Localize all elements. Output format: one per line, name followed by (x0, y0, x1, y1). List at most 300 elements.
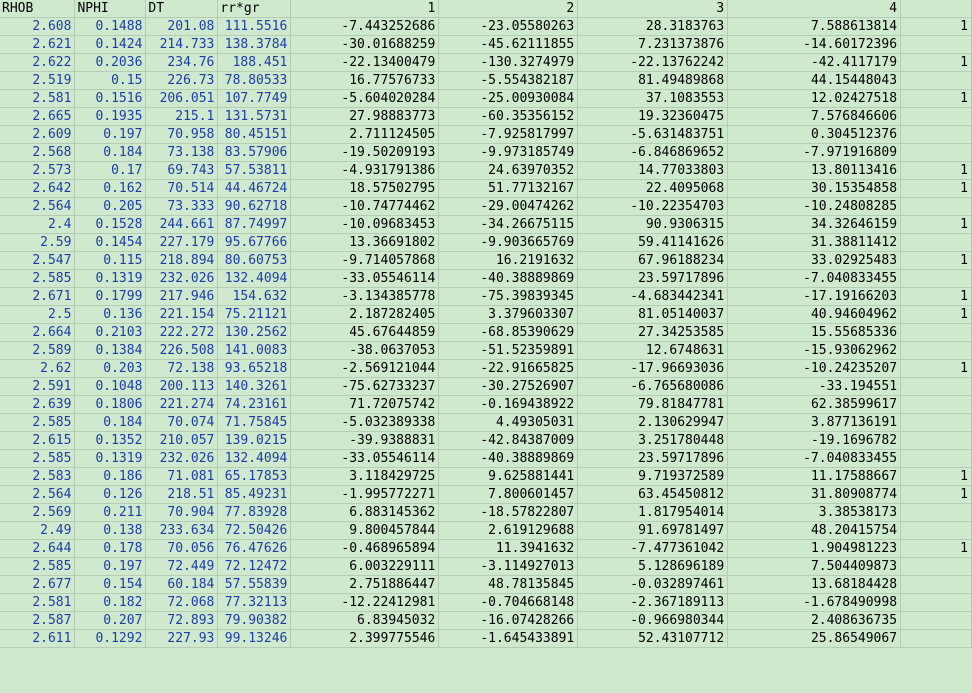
cell-col-1[interactable]: -75.62733237 (291, 378, 439, 396)
cell-col-4[interactable]: 7.588613814 (728, 18, 901, 36)
cell-rhob[interactable]: 2.622 (0, 54, 75, 72)
cell-col-4[interactable]: 12.02427518 (728, 90, 901, 108)
cell-col-3[interactable]: -17.96693036 (578, 360, 728, 378)
cell-rhob[interactable]: 2.62 (0, 360, 75, 378)
cell-dt[interactable]: 201.08 (146, 18, 218, 36)
cell-col-4[interactable]: -17.19166203 (728, 288, 901, 306)
cell-col-1[interactable]: 9.800457844 (291, 522, 439, 540)
cell-rr-gr[interactable]: 78.80533 (218, 72, 291, 90)
cell-dt[interactable]: 70.056 (146, 540, 218, 558)
cell-rhob[interactable]: 2.589 (0, 342, 75, 360)
cell-dt[interactable]: 206.051 (146, 90, 218, 108)
cell-col-4[interactable]: -10.24808285 (728, 198, 901, 216)
cell-flag[interactable] (901, 72, 972, 90)
cell-flag[interactable] (901, 342, 972, 360)
cell-col-2[interactable]: 9.625881441 (439, 468, 578, 486)
cell-rhob[interactable]: 2.609 (0, 126, 75, 144)
cell-col-2[interactable]: -3.114927013 (439, 558, 578, 576)
cell-nphi[interactable]: 0.1384 (75, 342, 146, 360)
cell-col-1[interactable]: 3.118429725 (291, 468, 439, 486)
cell-col-4[interactable]: 34.32646159 (728, 216, 901, 234)
cell-col-3[interactable]: 2.130629947 (578, 414, 728, 432)
cell-col-3[interactable]: 23.59717896 (578, 270, 728, 288)
cell-nphi[interactable]: 0.17 (75, 162, 146, 180)
cell-nphi[interactable]: 0.136 (75, 306, 146, 324)
cell-col-2[interactable]: -51.52359891 (439, 342, 578, 360)
cell-col-1[interactable]: 27.98883773 (291, 108, 439, 126)
cell-col-1[interactable]: 13.36691802 (291, 234, 439, 252)
cell-col-4[interactable]: 44.15448043 (728, 72, 901, 90)
cell-rr-gr[interactable]: 44.46724 (218, 180, 291, 198)
cell-nphi[interactable]: 0.1352 (75, 432, 146, 450)
cell-rr-gr[interactable]: 138.3784 (218, 36, 291, 54)
cell-flag[interactable] (901, 594, 972, 612)
cell-dt[interactable]: 226.73 (146, 72, 218, 90)
cell-col-1[interactable]: -1.995772271 (291, 486, 439, 504)
cell-rr-gr[interactable]: 75.21121 (218, 306, 291, 324)
cell-col-1[interactable]: -5.604020284 (291, 90, 439, 108)
cell-nphi[interactable]: 0.115 (75, 252, 146, 270)
cell-col-2[interactable]: -130.3274979 (439, 54, 578, 72)
cell-rhob[interactable]: 2.564 (0, 198, 75, 216)
cell-rr-gr[interactable]: 79.90382 (218, 612, 291, 630)
cell-col-3[interactable]: 14.77033803 (578, 162, 728, 180)
cell-flag[interactable]: 1 (901, 162, 972, 180)
cell-col-2[interactable]: -29.00474262 (439, 198, 578, 216)
cell-flag[interactable]: 1 (901, 486, 972, 504)
cell-col-1[interactable]: 45.67644859 (291, 324, 439, 342)
cell-dt[interactable]: 70.904 (146, 504, 218, 522)
cell-flag[interactable] (901, 450, 972, 468)
cell-rr-gr[interactable]: 57.55839 (218, 576, 291, 594)
cell-col-2[interactable]: 24.63970352 (439, 162, 578, 180)
cell-col-3[interactable]: 81.49489868 (578, 72, 728, 90)
cell-col-1[interactable]: 2.751886447 (291, 576, 439, 594)
cell-col-2[interactable]: -16.07428266 (439, 612, 578, 630)
cell-rr-gr[interactable]: 72.12472 (218, 558, 291, 576)
cell-col-3[interactable]: 5.128696189 (578, 558, 728, 576)
cell-col-4[interactable]: 25.86549067 (728, 630, 901, 648)
cell-col-3[interactable]: 91.69781497 (578, 522, 728, 540)
cell-flag[interactable]: 1 (901, 360, 972, 378)
cell-col-3[interactable]: 9.719372589 (578, 468, 728, 486)
cell-col-2[interactable]: -5.554382187 (439, 72, 578, 90)
cell-rhob[interactable]: 2.519 (0, 72, 75, 90)
cell-rhob[interactable]: 2.547 (0, 252, 75, 270)
cell-rhob[interactable]: 2.621 (0, 36, 75, 54)
cell-rr-gr[interactable]: 139.0215 (218, 432, 291, 450)
cell-col-3[interactable]: 3.251780448 (578, 432, 728, 450)
cell-dt[interactable]: 71.081 (146, 468, 218, 486)
cell-flag[interactable] (901, 522, 972, 540)
cell-col-4[interactable]: 40.94604962 (728, 306, 901, 324)
cell-col-4[interactable]: 31.80908774 (728, 486, 901, 504)
cell-nphi[interactable]: 0.1292 (75, 630, 146, 648)
cell-rhob[interactable]: 2.677 (0, 576, 75, 594)
cell-col-1[interactable]: -10.74774462 (291, 198, 439, 216)
cell-col-1[interactable]: 6.003229111 (291, 558, 439, 576)
cell-rhob[interactable]: 2.587 (0, 612, 75, 630)
cell-col-2[interactable]: -9.973185749 (439, 144, 578, 162)
cell-dt[interactable]: 244.661 (146, 216, 218, 234)
cell-col-2[interactable]: 16.2191632 (439, 252, 578, 270)
cell-flag[interactable] (901, 324, 972, 342)
cell-col-2[interactable]: -23.05580263 (439, 18, 578, 36)
cell-col-1[interactable]: -12.22412981 (291, 594, 439, 612)
cell-rhob[interactable]: 2.564 (0, 486, 75, 504)
cell-flag[interactable] (901, 432, 972, 450)
cell-col-3[interactable]: 22.4095068 (578, 180, 728, 198)
cell-col-4[interactable]: 0.304512376 (728, 126, 901, 144)
cell-dt[interactable]: 72.449 (146, 558, 218, 576)
cell-nphi[interactable]: 0.1319 (75, 450, 146, 468)
cell-flag[interactable] (901, 270, 972, 288)
cell-col-4[interactable]: -33.194551 (728, 378, 901, 396)
cell-dt[interactable]: 60.184 (146, 576, 218, 594)
cell-col-1[interactable]: -10.09683453 (291, 216, 439, 234)
cell-rhob[interactable]: 2.49 (0, 522, 75, 540)
cell-col-4[interactable]: 31.38811412 (728, 234, 901, 252)
cell-dt[interactable]: 232.026 (146, 270, 218, 288)
cell-dt[interactable]: 73.138 (146, 144, 218, 162)
cell-nphi[interactable]: 0.1935 (75, 108, 146, 126)
header-cell-3[interactable]: 3 (578, 0, 728, 18)
cell-col-2[interactable]: -7.925817997 (439, 126, 578, 144)
cell-col-1[interactable]: 16.77576733 (291, 72, 439, 90)
cell-col-1[interactable]: -0.468965894 (291, 540, 439, 558)
cell-col-3[interactable]: -2.367189113 (578, 594, 728, 612)
cell-rhob[interactable]: 2.585 (0, 270, 75, 288)
cell-col-3[interactable]: 7.231373876 (578, 36, 728, 54)
cell-col-2[interactable]: -22.91665825 (439, 360, 578, 378)
cell-col-4[interactable]: 15.55685336 (728, 324, 901, 342)
cell-col-2[interactable]: -0.704668148 (439, 594, 578, 612)
cell-flag[interactable]: 1 (901, 18, 972, 36)
cell-col-2[interactable]: -25.00930084 (439, 90, 578, 108)
cell-flag[interactable] (901, 126, 972, 144)
cell-col-1[interactable]: -19.50209193 (291, 144, 439, 162)
cell-col-1[interactable]: 18.57502795 (291, 180, 439, 198)
cell-rhob[interactable]: 2.581 (0, 90, 75, 108)
cell-dt[interactable]: 70.074 (146, 414, 218, 432)
cell-rhob[interactable]: 2.664 (0, 324, 75, 342)
cell-dt[interactable]: 217.946 (146, 288, 218, 306)
cell-rr-gr[interactable]: 93.65218 (218, 360, 291, 378)
cell-rhob[interactable]: 2.611 (0, 630, 75, 648)
cell-flag[interactable] (901, 414, 972, 432)
header-cell-1[interactable]: 1 (291, 0, 439, 18)
cell-rhob[interactable]: 2.642 (0, 180, 75, 198)
cell-dt[interactable]: 214.733 (146, 36, 218, 54)
cell-dt[interactable]: 200.113 (146, 378, 218, 396)
cell-nphi[interactable]: 0.1319 (75, 270, 146, 288)
cell-nphi[interactable]: 0.154 (75, 576, 146, 594)
cell-col-3[interactable]: -7.477361042 (578, 540, 728, 558)
cell-flag[interactable] (901, 396, 972, 414)
cell-rr-gr[interactable]: 72.50426 (218, 522, 291, 540)
cell-rhob[interactable]: 2.585 (0, 414, 75, 432)
cell-rr-gr[interactable]: 80.45151 (218, 126, 291, 144)
cell-rr-gr[interactable]: 80.60753 (218, 252, 291, 270)
cell-rr-gr[interactable]: 87.74997 (218, 216, 291, 234)
cell-rr-gr[interactable]: 85.49231 (218, 486, 291, 504)
cell-col-1[interactable]: 2.187282405 (291, 306, 439, 324)
cell-dt[interactable]: 233.634 (146, 522, 218, 540)
cell-rr-gr[interactable]: 131.5731 (218, 108, 291, 126)
cell-col-4[interactable]: -15.93062962 (728, 342, 901, 360)
cell-dt[interactable]: 72.138 (146, 360, 218, 378)
cell-col-3[interactable]: -0.966980344 (578, 612, 728, 630)
cell-col-3[interactable]: 63.45450812 (578, 486, 728, 504)
cell-rhob[interactable]: 2.644 (0, 540, 75, 558)
cell-col-4[interactable]: -7.040833455 (728, 270, 901, 288)
cell-dt[interactable]: 232.026 (146, 450, 218, 468)
cell-rhob[interactable]: 2.665 (0, 108, 75, 126)
cell-col-2[interactable]: 3.379603307 (439, 306, 578, 324)
cell-dt[interactable]: 222.272 (146, 324, 218, 342)
cell-dt[interactable]: 69.743 (146, 162, 218, 180)
cell-dt[interactable]: 221.274 (146, 396, 218, 414)
cell-col-1[interactable]: -3.134385778 (291, 288, 439, 306)
cell-flag[interactable] (901, 378, 972, 396)
cell-col-1[interactable]: -33.05546114 (291, 270, 439, 288)
cell-rr-gr[interactable]: 99.13246 (218, 630, 291, 648)
cell-col-4[interactable]: 13.68184428 (728, 576, 901, 594)
cell-flag[interactable] (901, 630, 972, 648)
cell-col-3[interactable]: -6.765680086 (578, 378, 728, 396)
cell-col-1[interactable]: -5.032389338 (291, 414, 439, 432)
cell-flag[interactable] (901, 504, 972, 522)
cell-rr-gr[interactable]: 74.23161 (218, 396, 291, 414)
cell-rhob[interactable]: 2.569 (0, 504, 75, 522)
cell-col-3[interactable]: -0.032897461 (578, 576, 728, 594)
cell-col-3[interactable]: -22.13762242 (578, 54, 728, 72)
cell-col-4[interactable]: 62.38599617 (728, 396, 901, 414)
cell-col-3[interactable]: 37.1083553 (578, 90, 728, 108)
cell-dt[interactable]: 218.894 (146, 252, 218, 270)
cell-rhob[interactable]: 2.568 (0, 144, 75, 162)
cell-rhob[interactable]: 2.583 (0, 468, 75, 486)
cell-nphi[interactable]: 0.186 (75, 468, 146, 486)
cell-col-4[interactable]: 7.576846606 (728, 108, 901, 126)
cell-flag[interactable]: 1 (901, 90, 972, 108)
cell-rr-gr[interactable]: 188.451 (218, 54, 291, 72)
cell-col-3[interactable]: 28.3183763 (578, 18, 728, 36)
cell-dt[interactable]: 73.333 (146, 198, 218, 216)
cell-col-4[interactable]: -10.24235207 (728, 360, 901, 378)
cell-col-2[interactable]: 2.619129688 (439, 522, 578, 540)
cell-nphi[interactable]: 0.1528 (75, 216, 146, 234)
cell-nphi[interactable]: 0.1806 (75, 396, 146, 414)
cell-rhob[interactable]: 2.615 (0, 432, 75, 450)
cell-nphi[interactable]: 0.203 (75, 360, 146, 378)
cell-col-4[interactable]: 48.20415754 (728, 522, 901, 540)
cell-dt[interactable]: 218.51 (146, 486, 218, 504)
cell-dt[interactable]: 70.514 (146, 180, 218, 198)
cell-rhob[interactable]: 2.585 (0, 450, 75, 468)
cell-col-1[interactable]: -33.05546114 (291, 450, 439, 468)
cell-nphi[interactable]: 0.138 (75, 522, 146, 540)
cell-col-4[interactable]: 1.904981223 (728, 540, 901, 558)
cell-dt[interactable]: 234.76 (146, 54, 218, 72)
cell-nphi[interactable]: 0.1516 (75, 90, 146, 108)
cell-nphi[interactable]: 0.126 (75, 486, 146, 504)
cell-col-4[interactable]: -14.60172396 (728, 36, 901, 54)
cell-rhob[interactable]: 2.59 (0, 234, 75, 252)
cell-col-3[interactable]: 12.6748631 (578, 342, 728, 360)
cell-dt[interactable]: 215.1 (146, 108, 218, 126)
header-cell-flag[interactable] (901, 0, 972, 18)
cell-flag[interactable]: 1 (901, 54, 972, 72)
cell-col-2[interactable]: -30.27526907 (439, 378, 578, 396)
cell-col-4[interactable]: 3.38538173 (728, 504, 901, 522)
cell-dt[interactable]: 72.068 (146, 594, 218, 612)
cell-dt[interactable]: 226.508 (146, 342, 218, 360)
cell-nphi[interactable]: 0.2036 (75, 54, 146, 72)
cell-rhob[interactable]: 2.671 (0, 288, 75, 306)
cell-col-1[interactable]: 71.72075742 (291, 396, 439, 414)
cell-dt[interactable]: 227.93 (146, 630, 218, 648)
cell-col-1[interactable]: 6.883145362 (291, 504, 439, 522)
header-cell-2[interactable]: 2 (439, 0, 578, 18)
cell-flag[interactable] (901, 198, 972, 216)
cell-rr-gr[interactable]: 71.75845 (218, 414, 291, 432)
cell-col-4[interactable]: 7.504409873 (728, 558, 901, 576)
cell-flag[interactable]: 1 (901, 216, 972, 234)
cell-col-4[interactable]: 2.408636735 (728, 612, 901, 630)
cell-rr-gr[interactable]: 77.32113 (218, 594, 291, 612)
cell-col-2[interactable]: -68.85390629 (439, 324, 578, 342)
cell-col-4[interactable]: 3.877136191 (728, 414, 901, 432)
cell-nphi[interactable]: 0.178 (75, 540, 146, 558)
cell-nphi[interactable]: 0.1048 (75, 378, 146, 396)
cell-col-2[interactable]: -40.38889869 (439, 270, 578, 288)
cell-flag[interactable] (901, 36, 972, 54)
cell-col-4[interactable]: -7.040833455 (728, 450, 901, 468)
cell-rhob[interactable]: 2.581 (0, 594, 75, 612)
cell-col-1[interactable]: -38.0637053 (291, 342, 439, 360)
cell-flag[interactable]: 1 (901, 288, 972, 306)
cell-col-1[interactable]: 6.83945032 (291, 612, 439, 630)
cell-col-1[interactable]: -9.714057868 (291, 252, 439, 270)
cell-col-1[interactable]: 2.399775546 (291, 630, 439, 648)
cell-flag[interactable]: 1 (901, 252, 972, 270)
cell-col-4[interactable]: -19.1696782 (728, 432, 901, 450)
cell-col-2[interactable]: 48.78135845 (439, 576, 578, 594)
cell-rr-gr[interactable]: 107.7749 (218, 90, 291, 108)
cell-dt[interactable]: 210.057 (146, 432, 218, 450)
cell-flag[interactable] (901, 108, 972, 126)
header-cell-nphi[interactable]: NPHI (75, 0, 146, 18)
cell-rr-gr[interactable]: 141.0083 (218, 342, 291, 360)
cell-col-1[interactable]: -7.443252686 (291, 18, 439, 36)
cell-col-3[interactable]: -4.683442341 (578, 288, 728, 306)
cell-rr-gr[interactable]: 132.4094 (218, 270, 291, 288)
cell-col-2[interactable]: -34.26675115 (439, 216, 578, 234)
cell-rr-gr[interactable]: 154.632 (218, 288, 291, 306)
cell-col-2[interactable]: 11.3941632 (439, 540, 578, 558)
cell-col-2[interactable]: -60.35356152 (439, 108, 578, 126)
cell-flag[interactable]: 1 (901, 306, 972, 324)
cell-col-2[interactable]: 51.77132167 (439, 180, 578, 198)
cell-col-1[interactable]: -30.01688259 (291, 36, 439, 54)
cell-rhob[interactable]: 2.591 (0, 378, 75, 396)
cell-col-2[interactable]: -0.169438922 (439, 396, 578, 414)
cell-rr-gr[interactable]: 76.47626 (218, 540, 291, 558)
cell-col-2[interactable]: -45.62111855 (439, 36, 578, 54)
cell-rr-gr[interactable]: 130.2562 (218, 324, 291, 342)
cell-flag[interactable]: 1 (901, 468, 972, 486)
cell-col-2[interactable]: -75.39839345 (439, 288, 578, 306)
cell-col-4[interactable]: 30.15354858 (728, 180, 901, 198)
cell-col-3[interactable]: -10.22354703 (578, 198, 728, 216)
cell-nphi[interactable]: 0.1488 (75, 18, 146, 36)
cell-col-3[interactable]: 90.9306315 (578, 216, 728, 234)
cell-col-3[interactable]: 1.817954014 (578, 504, 728, 522)
cell-nphi[interactable]: 0.184 (75, 414, 146, 432)
cell-rhob[interactable]: 2.639 (0, 396, 75, 414)
cell-nphi[interactable]: 0.197 (75, 126, 146, 144)
cell-col-1[interactable]: -22.13400479 (291, 54, 439, 72)
cell-col-2[interactable]: -1.645433891 (439, 630, 578, 648)
cell-flag[interactable] (901, 144, 972, 162)
cell-col-4[interactable]: -42.4117179 (728, 54, 901, 72)
cell-col-3[interactable]: 79.81847781 (578, 396, 728, 414)
cell-rr-gr[interactable]: 132.4094 (218, 450, 291, 468)
header-cell-rhob[interactable]: RHOB (0, 0, 75, 18)
cell-rr-gr[interactable]: 77.83928 (218, 504, 291, 522)
cell-col-2[interactable]: -9.903665769 (439, 234, 578, 252)
cell-rr-gr[interactable]: 57.53811 (218, 162, 291, 180)
cell-dt[interactable]: 72.893 (146, 612, 218, 630)
cell-col-4[interactable]: 13.80113416 (728, 162, 901, 180)
cell-col-3[interactable]: 67.96188234 (578, 252, 728, 270)
cell-col-1[interactable]: -4.931791386 (291, 162, 439, 180)
cell-rr-gr[interactable]: 111.5516 (218, 18, 291, 36)
cell-col-3[interactable]: 52.43107712 (578, 630, 728, 648)
cell-rhob[interactable]: 2.608 (0, 18, 75, 36)
header-cell-4[interactable]: 4 (728, 0, 901, 18)
cell-nphi[interactable]: 0.1799 (75, 288, 146, 306)
cell-flag[interactable] (901, 558, 972, 576)
cell-nphi[interactable]: 0.205 (75, 198, 146, 216)
cell-col-4[interactable]: 33.02925483 (728, 252, 901, 270)
cell-col-3[interactable]: 27.34253585 (578, 324, 728, 342)
cell-nphi[interactable]: 0.15 (75, 72, 146, 90)
cell-rr-gr[interactable]: 90.62718 (218, 198, 291, 216)
cell-col-3[interactable]: 81.05140037 (578, 306, 728, 324)
cell-nphi[interactable]: 0.211 (75, 504, 146, 522)
cell-col-1[interactable]: 2.711124505 (291, 126, 439, 144)
cell-nphi[interactable]: 0.2103 (75, 324, 146, 342)
cell-nphi[interactable]: 0.1454 (75, 234, 146, 252)
cell-col-4[interactable]: 11.17588667 (728, 468, 901, 486)
header-cell-dt[interactable]: DT (146, 0, 218, 18)
cell-col-4[interactable]: -7.971916809 (728, 144, 901, 162)
cell-flag[interactable] (901, 612, 972, 630)
cell-rhob[interactable]: 2.5 (0, 306, 75, 324)
cell-nphi[interactable]: 0.182 (75, 594, 146, 612)
cell-rhob[interactable]: 2.4 (0, 216, 75, 234)
cell-flag[interactable] (901, 576, 972, 594)
cell-nphi[interactable]: 0.184 (75, 144, 146, 162)
cell-nphi[interactable]: 0.207 (75, 612, 146, 630)
cell-nphi[interactable]: 0.1424 (75, 36, 146, 54)
cell-col-3[interactable]: -6.846869652 (578, 144, 728, 162)
cell-rr-gr[interactable]: 83.57906 (218, 144, 291, 162)
cell-flag[interactable]: 1 (901, 540, 972, 558)
cell-rhob[interactable]: 2.573 (0, 162, 75, 180)
